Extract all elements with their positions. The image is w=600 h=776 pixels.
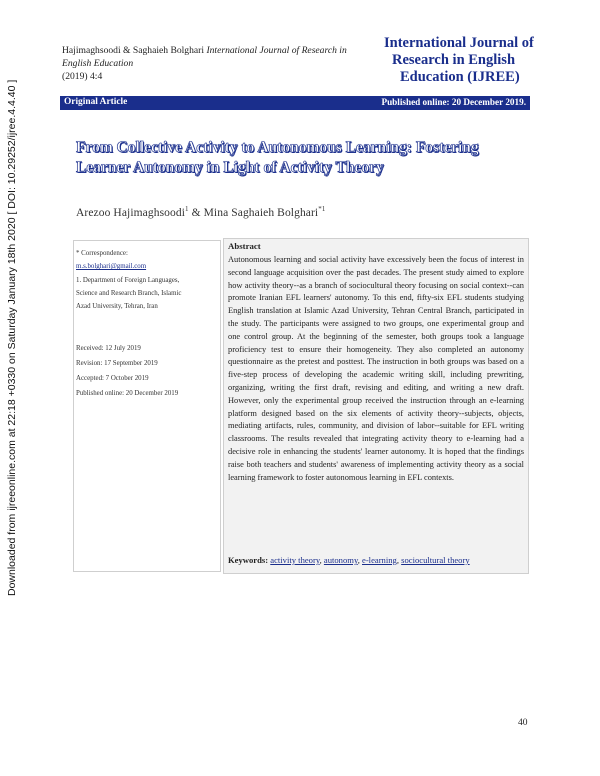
header-volume: (2019) 4:4 — [62, 71, 103, 82]
article-title: From Collective Activity to Autonomous Learning: Fostering Learner Autonomy in Light of Activity Theory — [76, 139, 479, 176]
article-type-bar — [60, 96, 530, 110]
keyword-link[interactable]: autonomy — [323, 555, 358, 565]
running-header — [62, 44, 362, 83]
page-number: 40 — [518, 718, 528, 728]
author-separator: & Mina Saghaieh Bolghari — [188, 206, 319, 219]
affiliation-line-1: 1. Department of Foreign Languages, — [76, 277, 180, 284]
affiliation-line-2: Science and Research Branch, Islamic — [76, 290, 182, 297]
keywords-label: Keywords: — [228, 555, 269, 565]
header-journal: International Journal of Research in English Education — [62, 45, 347, 69]
keyword-link[interactable]: activity theory — [270, 555, 320, 565]
article-type: Original Article — [64, 97, 128, 107]
published-date: Published online: 20 December 2019. — [381, 97, 526, 107]
email-link[interactable]: m.s.bolghari@gmail.com — [76, 263, 147, 270]
abstract-box — [223, 238, 529, 574]
correspondence-label: * Correspondence: — [76, 250, 128, 257]
journal-title-line2: Research in English — [392, 52, 516, 68]
journal-title-line1: International Journal of — [384, 35, 534, 51]
abstract-heading: Abstract — [228, 241, 261, 251]
author-1-sup: 1 — [185, 205, 189, 213]
article-info-box — [73, 240, 221, 572]
keyword-link[interactable]: sociocultural theory — [401, 555, 470, 565]
received-date: Received: 12 July 2019 — [76, 345, 141, 352]
download-notice: Downloaded from ijreeonline.com at 22:18 +0330 on Saturday January 18th 2020 [ DOI: 10.29252/ijree.4.4.40 ] — [6, 79, 18, 596]
affiliation-line-3: Azad University, Tehran, Iran — [76, 303, 158, 310]
keyword-link[interactable]: e-learning — [362, 555, 397, 565]
abstract-text: Autonomous learning and social activity have excessively been the focus of interest in second language acquisition over the past decades. The present study aimed to explore how activity theory--as a branch of sociocultural theory focusing on social context--can promote Iranian EFL learners' autonomy. To this end, fifty-six EFL students studying English translation at Islamic Azad University, Tehran Central Branch, participated in the study. The participants were assigned to two groups, one experimental group and one control group. At the beginning of the semester, both groups took a language proficiency test to ensure their homogeneity. They also completed an autonomy questionnaire as the pretest and posttest. The instruction in both groups was based on a five-step process of developing the academic writing skill, including prewriting, organizing, writing the first draft, revising and editing, and writing a new draft. However, only the experimental group received the instruction through an e-learning platform designed based on the six elements of activity theory--subjects, objects, mediating artifacts, rules, community, and division of labor--suitable for EFL writing classrooms. The results revealed that integrating activity theory to e-learning had a decisive role in enhancing the students' learner autonomy. It is hoped that the findings raise both teachers and students' awareness of implementing activity theory as a social learning framework to foster autonomous learning in EFL contexts. — [228, 255, 524, 482]
author-line — [76, 205, 325, 219]
revision-date: Revision: 17 September 2019 — [76, 360, 158, 367]
author-1: Arezoo Hajimaghsoodi — [76, 206, 185, 219]
journal-title-line3: Education (IJREE) — [400, 69, 520, 85]
published-online-date: Published online: 20 December 2019 — [76, 390, 179, 397]
journal-title — [384, 35, 544, 86]
accepted-date: Accepted: 7 October 2019 — [76, 375, 149, 382]
keywords-line: Keywords: activity theory, autonomy, e-learning, sociocultural theory — [228, 555, 470, 565]
header-authors: Hajimaghsoodi & Saghaieh Bolghari — [62, 45, 205, 56]
author-2-sup: *1 — [318, 205, 326, 213]
